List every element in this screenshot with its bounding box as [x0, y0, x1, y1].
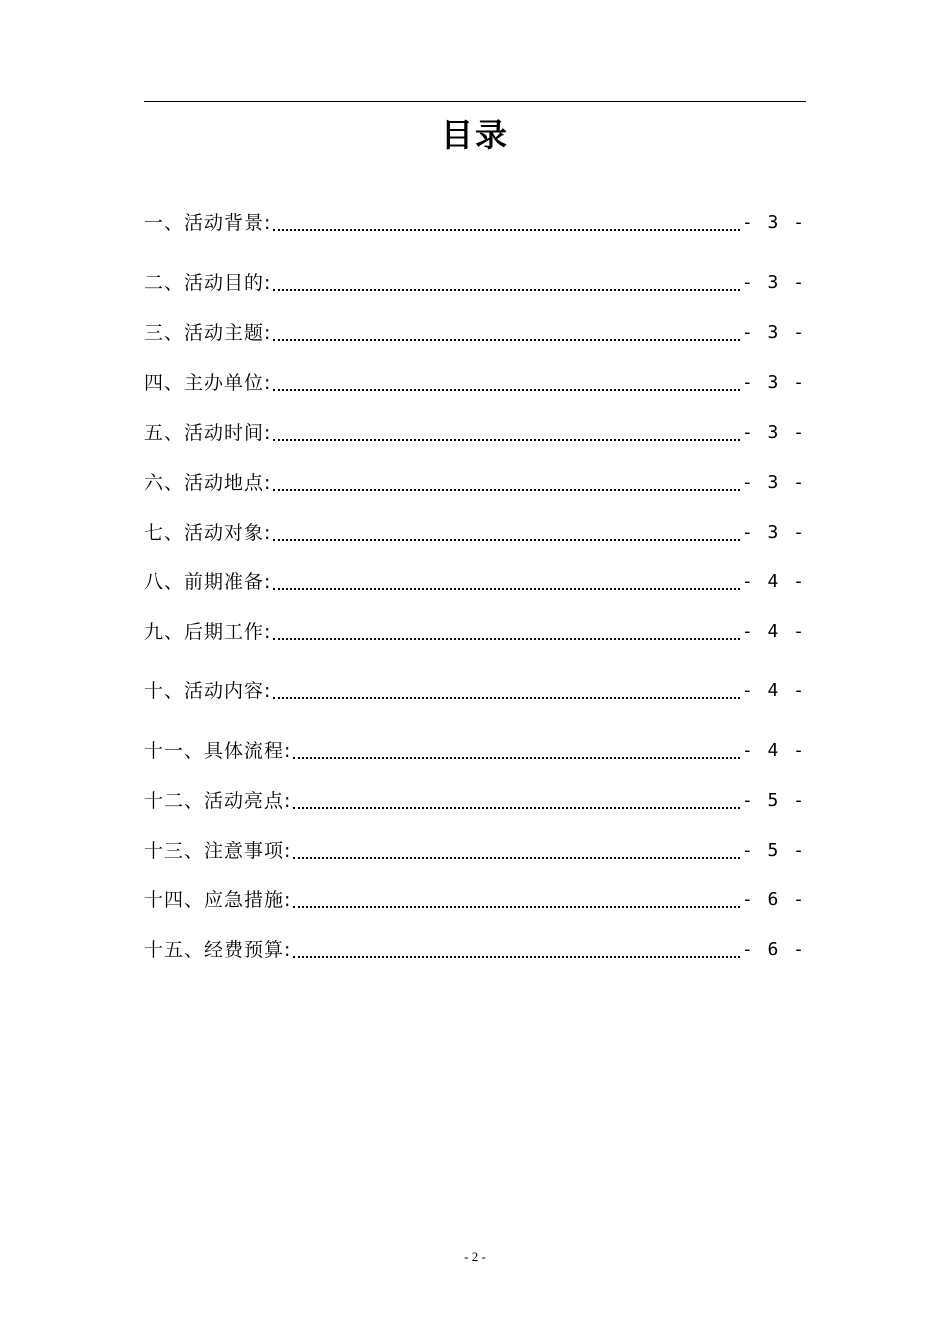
toc-entry[interactable] — [144, 418, 806, 448]
toc-dot-leader — [293, 805, 739, 809]
toc-entry[interactable] — [144, 786, 806, 816]
toc-entry[interactable] — [144, 676, 806, 706]
toc-entry-page: - 4 - — [741, 680, 806, 701]
toc-entry-label: 五、活动时间: — [144, 422, 272, 444]
page-title: 目录 — [440, 116, 509, 154]
toc-entry[interactable] — [144, 318, 806, 348]
toc-dot-leader — [293, 755, 739, 759]
toc-entry-label: 十三、注意事项: — [144, 840, 292, 862]
toc-entry-label: 十四、应急措施: — [144, 889, 292, 911]
toc-entry[interactable] — [144, 208, 806, 238]
toc-entry-label: 三、活动主题: — [144, 322, 272, 344]
toc-entry-page: - 3 - — [741, 322, 806, 343]
toc-entry-page: - 3 - — [741, 472, 806, 493]
toc-entry-label: 一、活动背景: — [144, 212, 272, 234]
toc-entry-page: - 5 - — [741, 790, 806, 811]
toc-entry-label: 十一、具体流程: — [144, 740, 292, 762]
toc-entry-label: 九、后期工作: — [144, 621, 272, 643]
toc-entry-page: - 4 - — [741, 571, 806, 592]
toc-dot-leader — [293, 954, 739, 958]
toc-entry-page: - 6 - — [741, 939, 806, 960]
toc-entry[interactable] — [144, 518, 806, 548]
toc-entry[interactable] — [144, 268, 806, 298]
header-rule — [144, 101, 806, 102]
toc-entry-label: 十五、经费预算: — [144, 939, 292, 961]
toc-dot-leader — [273, 487, 739, 491]
toc-dot-leader — [273, 537, 739, 541]
toc-entry[interactable] — [144, 736, 806, 766]
toc-entry[interactable] — [144, 468, 806, 498]
toc-entry-page: - 4 - — [741, 740, 806, 761]
toc-entry-label: 八、前期准备: — [144, 571, 272, 593]
toc-entry-page: - 3 - — [741, 422, 806, 443]
toc-entry-label: 十、活动内容: — [144, 680, 272, 702]
toc-entry-page: - 5 - — [741, 840, 806, 861]
toc-dot-leader — [273, 337, 739, 341]
toc-dot-leader — [273, 695, 739, 699]
toc-entry-label: 四、主办单位: — [144, 372, 272, 394]
toc-entry-label: 七、活动对象: — [144, 522, 272, 544]
toc-entry[interactable] — [144, 935, 806, 965]
toc-dot-leader — [273, 437, 739, 441]
toc-entry-page: - 3 - — [741, 212, 806, 233]
toc-entry[interactable] — [144, 885, 806, 915]
toc-dot-leader — [273, 387, 739, 391]
toc-dot-leader — [293, 904, 739, 908]
toc-dot-leader — [293, 855, 739, 859]
toc-entry-page: - 6 - — [741, 889, 806, 910]
toc-dot-leader — [273, 636, 739, 640]
toc-entry-page: - 3 - — [741, 372, 806, 393]
toc-entry[interactable] — [144, 567, 806, 597]
toc-dot-leader — [273, 227, 739, 231]
toc-entry-page: - 3 - — [741, 522, 806, 543]
toc-entry-page: - 3 - — [741, 272, 806, 293]
toc-dot-leader — [273, 586, 739, 590]
toc-entry-label: 二、活动目的: — [144, 272, 272, 294]
toc-entry-page: - 4 - — [741, 621, 806, 642]
toc-entry[interactable] — [144, 836, 806, 866]
toc-entry-label: 十二、活动亮点: — [144, 790, 292, 812]
page-number-footer: - 2 - — [464, 1249, 486, 1264]
toc-dot-leader — [273, 287, 739, 291]
toc-entry[interactable] — [144, 617, 806, 647]
toc-entry-label: 六、活动地点: — [144, 472, 272, 494]
toc-entry[interactable] — [144, 368, 806, 398]
